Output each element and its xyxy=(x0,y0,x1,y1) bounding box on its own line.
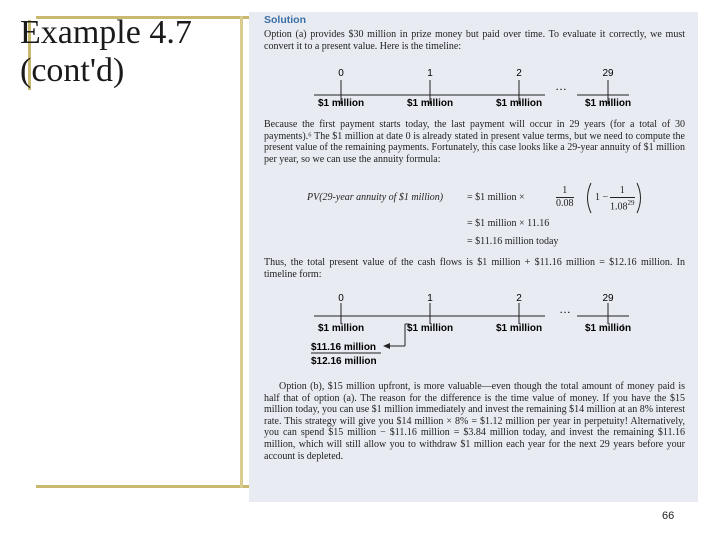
formula-fraction-2 xyxy=(610,185,635,213)
timeline1-label-2: 2 xyxy=(516,68,522,79)
pv-value-11-16: $11.16 million xyxy=(311,342,377,353)
decorative-bar-bottom xyxy=(36,485,250,488)
page-number: 66 xyxy=(662,510,675,522)
solution-panel xyxy=(249,12,698,502)
decorative-bar-divider xyxy=(240,16,243,488)
timeline1-value-1: $1 million xyxy=(406,98,454,109)
solution-paragraph-4: Option (b), $15 million upfront, is more valuable—even though the total amount of money paid is half that of option (a). The reason for the difference is the time value of money. If you have the $15 million today, you can use $1 million immediately and invest the remaining $14 million at an 8% interest rate. This strategy will give you $14 million × 8% = $1.12 million per year in perpetuity! Alternatively, you can spend $15 million − $11.16 million = $3.84 million today, and invest the remaining $11.16 million, which will still allow you to withdraw $1 million each year for the next 29 years before your account is depleted. xyxy=(264,381,685,462)
solution-heading: Solution xyxy=(264,14,306,26)
formula-frac2-exp: 29 xyxy=(627,198,635,207)
timeline-2 xyxy=(311,293,631,367)
timeline1-label-29: 29 xyxy=(602,68,614,79)
formula-eq1-prefix: = $1 million × xyxy=(467,192,525,203)
timeline2-label-2: 2 xyxy=(516,293,522,304)
timeline2-label-1: 1 xyxy=(427,293,433,304)
solution-paragraph-3: Thus, the total present value of the cash flows is $1 million + $11.16 million = $12.16 million. In timeline form: xyxy=(264,257,685,280)
timeline2-value-0: $1 million xyxy=(317,323,365,334)
timeline2-value-29: $1 million xyxy=(584,323,632,334)
formula-frac2-den-wrap xyxy=(610,198,635,213)
slide-title-line2: (cont'd) xyxy=(20,52,125,89)
formula-eq2: = $1 million × 11.16 xyxy=(467,218,550,229)
formula-fraction-1 xyxy=(556,185,574,209)
timeline1-value-0: $1 million xyxy=(317,98,365,109)
formula-frac1-num: 1 xyxy=(556,185,574,198)
formula-one-minus: 1 − xyxy=(595,192,609,203)
timeline1-label-1: 1 xyxy=(427,68,433,79)
slide-title xyxy=(20,14,240,90)
timeline2-value-1: $1 million xyxy=(406,323,454,334)
solution-paragraph-1: Option (a) provides $30 million in prize money but paid over time. To evaluate it correctly, we must convert it to a present value. Here is the timeline: xyxy=(264,29,685,52)
timeline2-label-0: 0 xyxy=(338,293,344,304)
slide-title-line1: Example 4.7 xyxy=(20,14,192,51)
pv-value-total: $12.16 million xyxy=(311,356,377,367)
timeline1-value-2: $1 million xyxy=(495,98,543,109)
timeline2-value-2: $1 million xyxy=(495,323,543,334)
formula-frac1-den: 0.08 xyxy=(556,197,574,209)
formula-frac2-den: 1.08 xyxy=(610,200,628,212)
pv-arrow-head xyxy=(383,343,390,349)
timeline2-ellipsis: … xyxy=(559,302,571,316)
timeline1-label-0: 0 xyxy=(338,68,344,79)
timeline1-ellipsis: … xyxy=(555,79,567,93)
timeline1-value-29: $1 million xyxy=(584,98,632,109)
formula-lhs: PV(29-year annuity of $1 million) xyxy=(307,192,444,203)
timeline-1 xyxy=(314,68,631,109)
timeline2-label-29: 29 xyxy=(602,293,614,304)
formula-eq3: = $11.16 million today xyxy=(467,236,559,247)
formula-frac2-num: 1 xyxy=(610,185,635,198)
solution-paragraph-2: Because the first payment starts today, the last payment will occur in 29 years (for a total of 30 payments).⁶ The $1 million at date 0 is already stated in present value terms, but we need to compute the present value of the remaining payments. Fortunately, this case looks like a 29-year annuity of $1 million per year, so we can use the annuity formula: xyxy=(264,119,685,165)
